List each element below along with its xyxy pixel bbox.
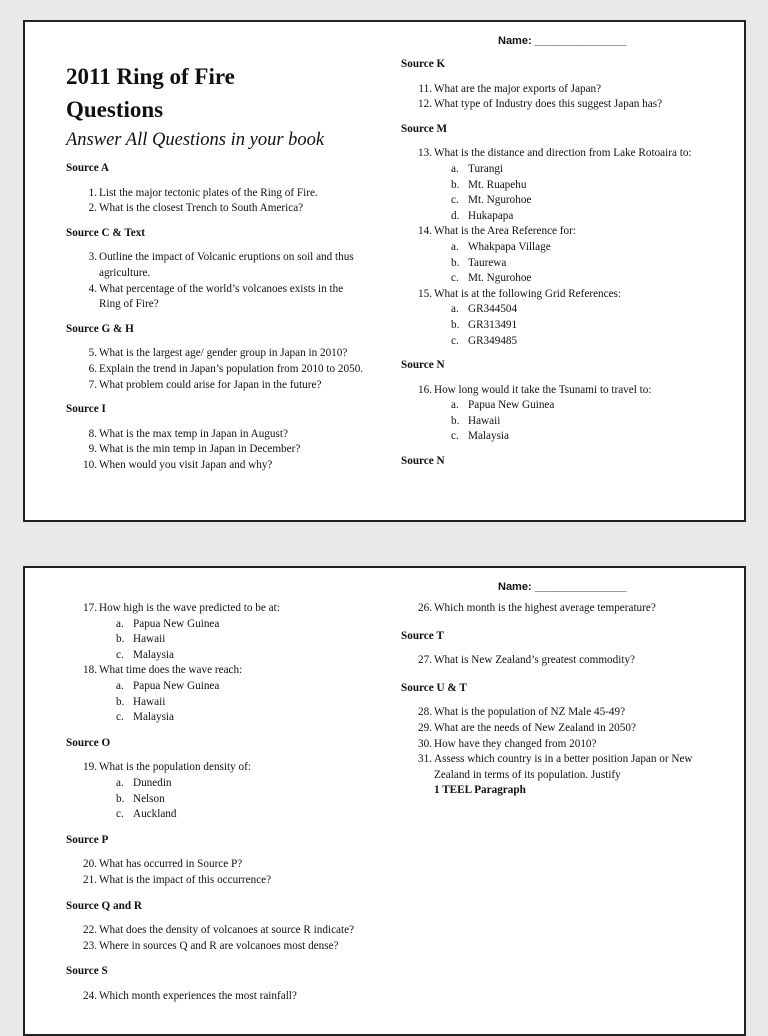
sub-question-item (116, 792, 366, 808)
question-item (401, 224, 726, 286)
question-item (401, 653, 726, 669)
sub-question-item (116, 648, 366, 664)
question-number: 12. (418, 98, 432, 111)
question-items (401, 146, 726, 349)
question-number: 1. (88, 186, 97, 199)
question-number: 30. (418, 737, 432, 750)
question-items (66, 857, 366, 888)
question-item (401, 721, 726, 737)
sub-question-text: Malaysia (133, 711, 175, 724)
question-item (66, 201, 366, 217)
question-text: What is the Area Reference for: (434, 225, 576, 238)
question-list (401, 601, 726, 799)
question-items (66, 186, 366, 217)
sub-question-text: Whakpapa Village (468, 240, 551, 253)
question-text: What time does the wave reach: (99, 664, 243, 677)
sub-question-items (434, 240, 726, 287)
sub-question-item (116, 710, 366, 726)
sub-question-letter: a. (451, 162, 459, 175)
question-item (66, 989, 366, 1005)
question-number: 21. (83, 873, 97, 886)
question-text: What are the major exports of Japan? (434, 82, 602, 95)
question-items (66, 346, 366, 393)
question-number: 11. (418, 82, 432, 95)
right-column (401, 601, 726, 799)
question-number: 28. (418, 706, 432, 719)
question-text: How have they changed from 2010? (434, 737, 597, 750)
left-column (66, 601, 366, 1004)
question-text: What is the max temp in Japan in August? (99, 427, 288, 440)
question-note: 1 TEEL Paragraph (434, 784, 526, 797)
sub-question-text: Dunedin (133, 776, 172, 789)
sub-question-items (434, 162, 726, 224)
question-item (66, 873, 366, 889)
sub-question-items (434, 302, 726, 349)
sub-question-text: Auckland (133, 808, 177, 821)
question-number: 13. (418, 147, 432, 160)
sub-question-item (451, 162, 726, 178)
sub-question-text: Hawaii (468, 414, 501, 427)
question-text: What are the needs of New Zealand in 2050? (434, 721, 636, 734)
question-number: 22. (83, 924, 97, 937)
question-item (66, 378, 366, 394)
section-heading: Source M (401, 122, 448, 135)
question-item (401, 383, 726, 445)
section-heading: Source N (401, 359, 445, 372)
sub-question-text: Papua New Guinea (468, 399, 555, 412)
question-items (66, 601, 366, 726)
question-list (401, 57, 726, 470)
question-item (66, 186, 366, 202)
sub-question-item (451, 271, 726, 287)
question-items (401, 705, 726, 799)
question-item (66, 663, 366, 725)
sub-question-letter: b. (116, 792, 125, 805)
question-number: 16. (418, 383, 432, 396)
sub-question-item (116, 695, 366, 711)
sub-question-items (434, 398, 726, 445)
question-item (401, 287, 726, 349)
question-number: 6. (88, 362, 97, 375)
sub-question-text: Malaysia (133, 648, 175, 661)
section-heading: Source Q and R (66, 899, 142, 912)
name-field-label: Name: _______________ (498, 581, 627, 593)
question-text: List the major tectonic plates of the Ring of Fire. (99, 186, 318, 199)
sub-question-letter: a. (451, 303, 459, 316)
question-number: 9. (88, 443, 97, 456)
section-heading: Source N (401, 455, 445, 468)
question-items (401, 601, 726, 617)
question-text: What is the largest age/ gender group in Japan in 2010? (99, 347, 348, 360)
question-text: What does the density of volcanoes at source R indicate? (99, 924, 355, 937)
section-heading: Source G & H (66, 322, 134, 335)
sub-question-item (451, 256, 726, 272)
section-heading: Source U & T (401, 681, 467, 694)
question-items (401, 383, 726, 445)
question-item (66, 346, 366, 362)
sub-question-item (451, 302, 726, 318)
sub-question-letter: a. (451, 399, 459, 412)
sub-question-letter: c. (116, 711, 124, 724)
sub-question-letter: c. (451, 430, 459, 443)
section-heading: Source T (401, 629, 444, 642)
question-number: 23. (83, 939, 97, 952)
question-number: 2. (88, 202, 97, 215)
question-item (66, 939, 366, 955)
worksheet-page-1 (23, 20, 746, 522)
question-number: 14. (418, 225, 432, 238)
section-heading: Source C & Text (66, 226, 146, 239)
sub-question-text: Taurewa (468, 256, 507, 269)
question-items (401, 653, 726, 669)
question-text: How long would it take the Tsunami to travel to: (434, 383, 652, 396)
sub-question-text: Malaysia (468, 430, 510, 443)
sub-question-items (99, 776, 366, 823)
sub-question-item (451, 193, 726, 209)
sub-question-letter: b. (116, 695, 125, 708)
sub-question-text: Mt. Ngurohoe (468, 272, 532, 285)
question-number: 24. (83, 989, 97, 1002)
question-items (66, 250, 366, 312)
question-number: 31. (418, 753, 432, 766)
sub-question-letter: a. (116, 617, 124, 630)
question-number: 4. (88, 282, 97, 295)
question-item (401, 705, 726, 721)
question-item (66, 427, 366, 443)
question-text: What is the min temp in Japan in December? (99, 443, 301, 456)
question-item (401, 97, 726, 113)
sub-question-letter: c. (451, 272, 459, 285)
question-text: What percentage of the world’s volcanoes exists in the Ring of Fire? (99, 282, 344, 311)
sub-question-letter: c. (116, 648, 124, 661)
sub-question-letter: b. (451, 414, 460, 427)
section-heading: Source K (401, 58, 446, 70)
question-text: What type of Industry does this suggest Japan has? (434, 98, 663, 111)
sub-question-letter: a. (116, 679, 124, 692)
sub-question-item (116, 807, 366, 823)
question-item (401, 82, 726, 98)
question-item (66, 282, 366, 313)
section-heading: Source O (66, 736, 111, 749)
question-item (66, 760, 366, 822)
question-item (401, 737, 726, 753)
question-number: 29. (418, 721, 432, 734)
right-column (401, 57, 726, 470)
question-text: What is the population density of: (99, 761, 251, 774)
sub-question-text: Turangi (468, 162, 504, 175)
sub-question-item (451, 414, 726, 430)
sub-question-item (116, 632, 366, 648)
question-number: 27. (418, 654, 432, 667)
question-text: How high is the wave predicted to be at: (99, 602, 280, 614)
question-item (66, 442, 366, 458)
sub-question-text: Nelson (133, 792, 165, 805)
question-text: What is the distance and direction from Lake Rotoaira to: (434, 147, 692, 160)
question-number: 10. (83, 458, 97, 471)
question-number: 5. (88, 347, 97, 360)
left-column (66, 60, 366, 474)
question-text: What problem could arise for Japan in the future? (99, 378, 322, 391)
question-number: 15. (418, 287, 432, 300)
sub-question-text: GR344504 (468, 303, 518, 316)
worksheet-title: 2011 Ring of Fire Questions (66, 64, 235, 122)
question-text: Which month is the highest average temperature? (434, 602, 656, 614)
question-items (66, 427, 366, 474)
question-text: What has occurred in Source P? (99, 858, 243, 871)
sub-question-text: Papua New Guinea (133, 679, 220, 692)
question-items (66, 989, 366, 1005)
question-text: When would you visit Japan and why? (99, 458, 273, 471)
question-number: 26. (418, 602, 432, 614)
sub-question-text: Mt. Ngurohoe (468, 194, 532, 207)
question-item (66, 250, 366, 281)
question-text: What is the impact of this occurrence? (99, 873, 272, 886)
worksheet-page-2 (23, 566, 746, 1036)
sub-question-text: Mt. Ruapehu (468, 178, 527, 191)
question-item (66, 601, 366, 663)
name-field-label: Name: _______________ (498, 35, 627, 47)
question-number: 20. (83, 858, 97, 871)
question-list (66, 161, 366, 474)
question-text: What is New Zealand’s greatest commodity? (434, 654, 635, 667)
question-item (401, 752, 726, 799)
question-item (66, 923, 366, 939)
sub-question-item (451, 398, 726, 414)
sub-question-text: Hukapapa (468, 209, 514, 222)
sub-question-letter: b. (116, 633, 125, 646)
sub-question-item (116, 679, 366, 695)
sub-question-text: Papua New Guinea (133, 617, 220, 630)
question-number: 7. (88, 378, 97, 391)
sub-question-items (99, 679, 366, 726)
question-item (66, 857, 366, 873)
sub-question-letter: c. (451, 194, 459, 207)
sub-question-letter: d. (451, 209, 460, 222)
question-items (66, 760, 366, 822)
question-number: 19. (83, 761, 97, 774)
question-text: Which month experiences the most rainfall? (99, 989, 297, 1002)
sub-question-letter: b. (451, 256, 460, 269)
question-items (66, 923, 366, 954)
section-heading: Source A (66, 162, 109, 174)
sub-question-letter: a. (451, 240, 459, 253)
question-item (401, 146, 726, 224)
question-list (66, 601, 366, 1004)
sub-question-item (451, 318, 726, 334)
question-text: Where in sources Q and R are volcanoes most dense? (99, 939, 339, 952)
sub-question-item (451, 178, 726, 194)
question-number: 8. (88, 427, 97, 440)
worksheet-subtitle: Answer All Questions in your book (66, 130, 325, 150)
question-text: What is at the following Grid References: (434, 287, 622, 300)
question-text: Explain the trend in Japan’s population from 2010 to 2050. (99, 362, 364, 375)
sub-question-items (99, 617, 366, 664)
sub-question-text: Hawaii (133, 633, 166, 646)
sub-question-item (451, 209, 726, 225)
question-text: What is the population of NZ Male 45-49? (434, 706, 626, 719)
question-items (401, 82, 726, 113)
sub-question-item (451, 429, 726, 445)
question-number: 3. (88, 251, 97, 264)
sub-question-text: Hawaii (133, 695, 166, 708)
question-number: 18. (83, 664, 97, 677)
section-heading: Source S (66, 965, 108, 978)
question-item (66, 362, 366, 378)
sub-question-item (116, 776, 366, 792)
sub-question-letter: a. (116, 776, 124, 789)
question-item (401, 601, 726, 617)
section-heading: Source I (66, 403, 106, 416)
sub-question-text: GR313491 (468, 318, 518, 331)
sub-question-item (451, 334, 726, 350)
section-heading: Source P (66, 833, 109, 846)
sub-question-item (451, 240, 726, 256)
sub-question-letter: b. (451, 318, 460, 331)
sub-question-letter: b. (451, 178, 460, 191)
sub-question-letter: c. (451, 334, 459, 347)
sub-question-text: GR349485 (468, 334, 518, 347)
question-text: Outline the impact of Volcanic eruptions on soil and thus agriculture. (99, 251, 354, 279)
question-text: Assess which country is in a better position Japan or New Zealand in terms of its population. Justify (434, 753, 693, 781)
question-text: What is the closest Trench to South America? (99, 202, 304, 215)
question-number: 17. (83, 602, 97, 614)
sub-question-item (116, 617, 366, 633)
sub-question-letter: c. (116, 808, 124, 821)
question-item (66, 458, 366, 474)
